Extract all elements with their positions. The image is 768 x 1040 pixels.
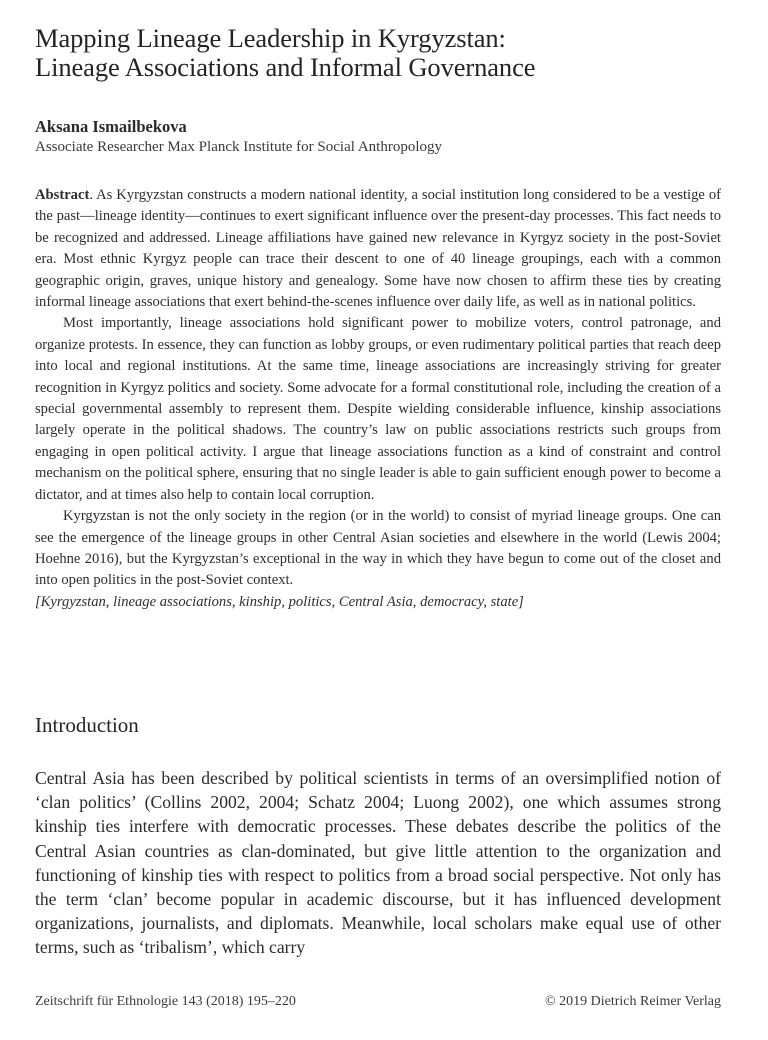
section-heading-introduction: Introduction xyxy=(35,713,139,737)
title-line-2: Lineage Associations and Informal Governance xyxy=(35,52,536,82)
keywords: [Kyrgyzstan, lineage associations, kinship, politics, Central Asia, democracy, state] xyxy=(35,593,524,610)
journal-citation: Zeitschrift für Ethnologie 143 (2018) 195–220 xyxy=(35,994,296,1009)
abstract-paragraph-1 xyxy=(35,185,721,313)
abstract-paragraph-3: Kyrgyzstan is not the only society in the region (or in the world) to consist of myriad lineage groups. One can see the emergence of the lineage groups in other Central Asian societies and elsewhere in the world (Lewis 2004; Hoehne 2016), but the Kyrgyzstan’s exceptional in the way in which they have begun to come out of the closet and into open politics in the post-Soviet context. xyxy=(35,508,721,589)
author-affiliation: Associate Researcher Max Planck Institute for Social Anthropology xyxy=(35,139,442,155)
copyright-notice: © 2019 Dietrich Reimer Verlag xyxy=(545,994,721,1009)
author-name: Aksana Ismailbekova xyxy=(35,117,187,136)
abstract xyxy=(35,185,721,613)
title-line-1: Mapping Lineage Leadership in Kyrgyzstan: xyxy=(35,23,506,53)
introduction-paragraph: Central Asia has been described by political scientists in terms of an oversimplified notion of ‘clan politics’ (Collins 2002, 2004; Schatz 2004; Luong 2002), one which assumes strong kinship ties interfere with democratic processes. These debates describe the politics of the Central Asian countries as clan-dominated, but give little attention to the organization and functioning of kinship ties with respect to politics from a broad social perspective. Not only has the term ‘clan’ become popular in academic discourse, but it has influenced development organizations, journalists, and diplomats. Meanwhile, local scholars make equal use of other terms, such as ‘tribalism’, which carry xyxy=(35,768,721,958)
abstract-label: Abstract xyxy=(35,187,90,203)
abstract-paragraph-2: Most importantly, lineage associations hold significant power to mobilize voters, control patronage, and organize protests. In essence, they can function as lobby groups, or even rudimentary political parties that reach deep into local and regional institutions. At the same time, lineage associations are increasingly striving for greater recognition in Kyrgyz politics and society. Some advocate for a formal constitutional role, including the creation of a special governmental assembly to represent them. Despite wielding considerable influence, kinship associations largely operate in the political shadows. The country’s law on public associations restricts such groups from engaging in open political activity. I argue that lineage associations function as a kind of constraint and control mechanism on the political sphere, ensuring that no single leader is able to gain sufficient enough power to become a dictator, and at times also help to contain local corruption. xyxy=(35,315,721,503)
article-title xyxy=(35,24,721,82)
page-footer xyxy=(35,994,721,1010)
abstract-paragraph-1-text: . As Kyrgyzstan constructs a modern national identity, a social institution long considered to be a vestige of the past—lineage identity—continues to exert significant influence over the present-day processes. This fact needs to be recognized and addressed. Lineage affiliations have gained new relevance in Kyrgyz society in the post-Soviet era. Most ethnic Kyrgyz people can trace their descent to one of 40 lineage groupings, each with a common geographic origin, graves, unique history and genealogy. Some have now chosen to affirm these ties by creating informal lineage associations that exert behind-the-scenes influence over daily life, as well as in national politics. xyxy=(35,187,721,311)
